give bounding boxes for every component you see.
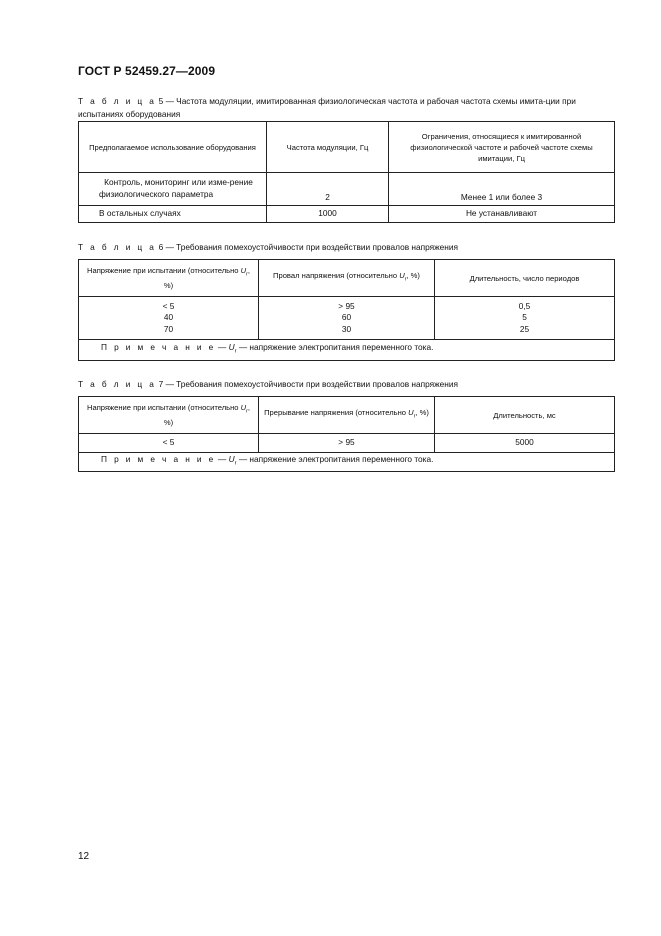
table7-header-test-voltage: Напряжение при испытании (относительно $U_r$, %) <box>79 397 259 434</box>
table5-caption <box>78 95 615 121</box>
table-row <box>79 297 615 340</box>
table5-cell-usage: В остальных случаях <box>79 206 267 223</box>
table6-label: Т а б л и ц а <box>78 242 157 252</box>
table6-value: 5 <box>522 312 527 323</box>
table5-header-usage: Предполагаемое использование оборудования <box>79 122 267 173</box>
table6-value: 0,5 <box>518 300 531 311</box>
table6-title: — Требования помехоустойчивости при воздействии провалов напряжения <box>165 242 458 252</box>
table6-header-duration: Длительность, число периодов <box>435 260 615 297</box>
table5 <box>78 121 615 223</box>
table6-value: 30 <box>341 323 352 334</box>
table6-note-label: П р и м е ч а н и е <box>101 341 216 352</box>
table6-value: > 95 <box>338 300 355 311</box>
table6-value: 40 <box>163 312 174 323</box>
table7-note-label: П р и м е ч а н и е <box>101 453 216 464</box>
table5-title: — Частота модуляции, имитированная физиологическая частота и рабочая частота схемы имита-ции при испытаниях оборудования <box>78 96 576 119</box>
table7-cell-interruption: > 95 <box>259 434 435 453</box>
table6-note-text: — $U_r$ — напряжение электропитания переменного тока. <box>217 341 434 355</box>
table7-note-text: — $U_r$ — напряжение электропитания переменного тока. <box>217 453 434 467</box>
table6-header-test-voltage: Напряжение при испытании (относительно $U_r$, %) <box>79 260 259 297</box>
table7-cell-test-voltage: < 5 <box>79 434 259 453</box>
table6-col-dip <box>259 297 435 340</box>
table6-number: 6 <box>158 242 164 252</box>
table6-col-test-voltage <box>79 297 259 340</box>
table6-caption <box>78 241 615 254</box>
table6-value: 60 <box>341 312 352 323</box>
table6-col-duration <box>435 297 615 340</box>
table5-cell-modulation: 1000 <box>267 206 389 223</box>
table5-number: 5 <box>158 96 164 106</box>
table7-header-row <box>79 397 615 434</box>
table5-label: Т а б л и ц а <box>78 96 157 106</box>
table6 <box>78 259 615 361</box>
table5-header-limits: Ограничения, относящиеся к имитированной физиологической частоте и рабочей частоте схемы имитации, Гц <box>389 122 615 173</box>
table7-title: — Требования помехоустойчивости при воздействии провалов напряжения <box>165 379 458 389</box>
table5-cell-limits: Не устанавливают <box>389 206 615 223</box>
table6-header-dip: Провал напряжения (относительно $U_r$, %) <box>259 260 435 297</box>
table7-caption <box>78 378 615 391</box>
table7-number: 7 <box>158 379 164 389</box>
table5-cell-modulation: 2 <box>267 173 389 206</box>
table5-header-row <box>79 122 615 173</box>
document-id: ГОСТ Р 52459.27—2009 <box>78 64 216 78</box>
table5-cell-usage: Контроль, мониторинг или изме-рение физиологического параметра <box>79 173 267 206</box>
table7-header-interruption: Прерывание напряжения (относительно $U_r$, %) <box>259 397 435 434</box>
table6-value: 70 <box>163 323 174 334</box>
table5-cell-limits: Менее 1 или более 3 <box>389 173 615 206</box>
table7-header-duration: Длительность, мс <box>435 397 615 434</box>
table6-note-row <box>79 340 615 361</box>
table6-value: 25 <box>519 323 530 334</box>
table6-header-row <box>79 260 615 297</box>
table-row <box>79 206 615 223</box>
table7-note <box>79 453 615 472</box>
page-number: 12 <box>78 851 90 862</box>
table6-value: < 5 <box>162 300 175 311</box>
table-row <box>79 434 615 453</box>
table5-header-modulation: Частота модуляции, Гц <box>267 122 389 173</box>
table7-cell-duration: 5000 <box>435 434 615 453</box>
table7-note-row <box>79 453 615 472</box>
table7-label: Т а б л и ц а <box>78 379 157 389</box>
table6-note <box>79 340 615 361</box>
table7 <box>78 396 615 472</box>
table-row <box>79 173 615 206</box>
